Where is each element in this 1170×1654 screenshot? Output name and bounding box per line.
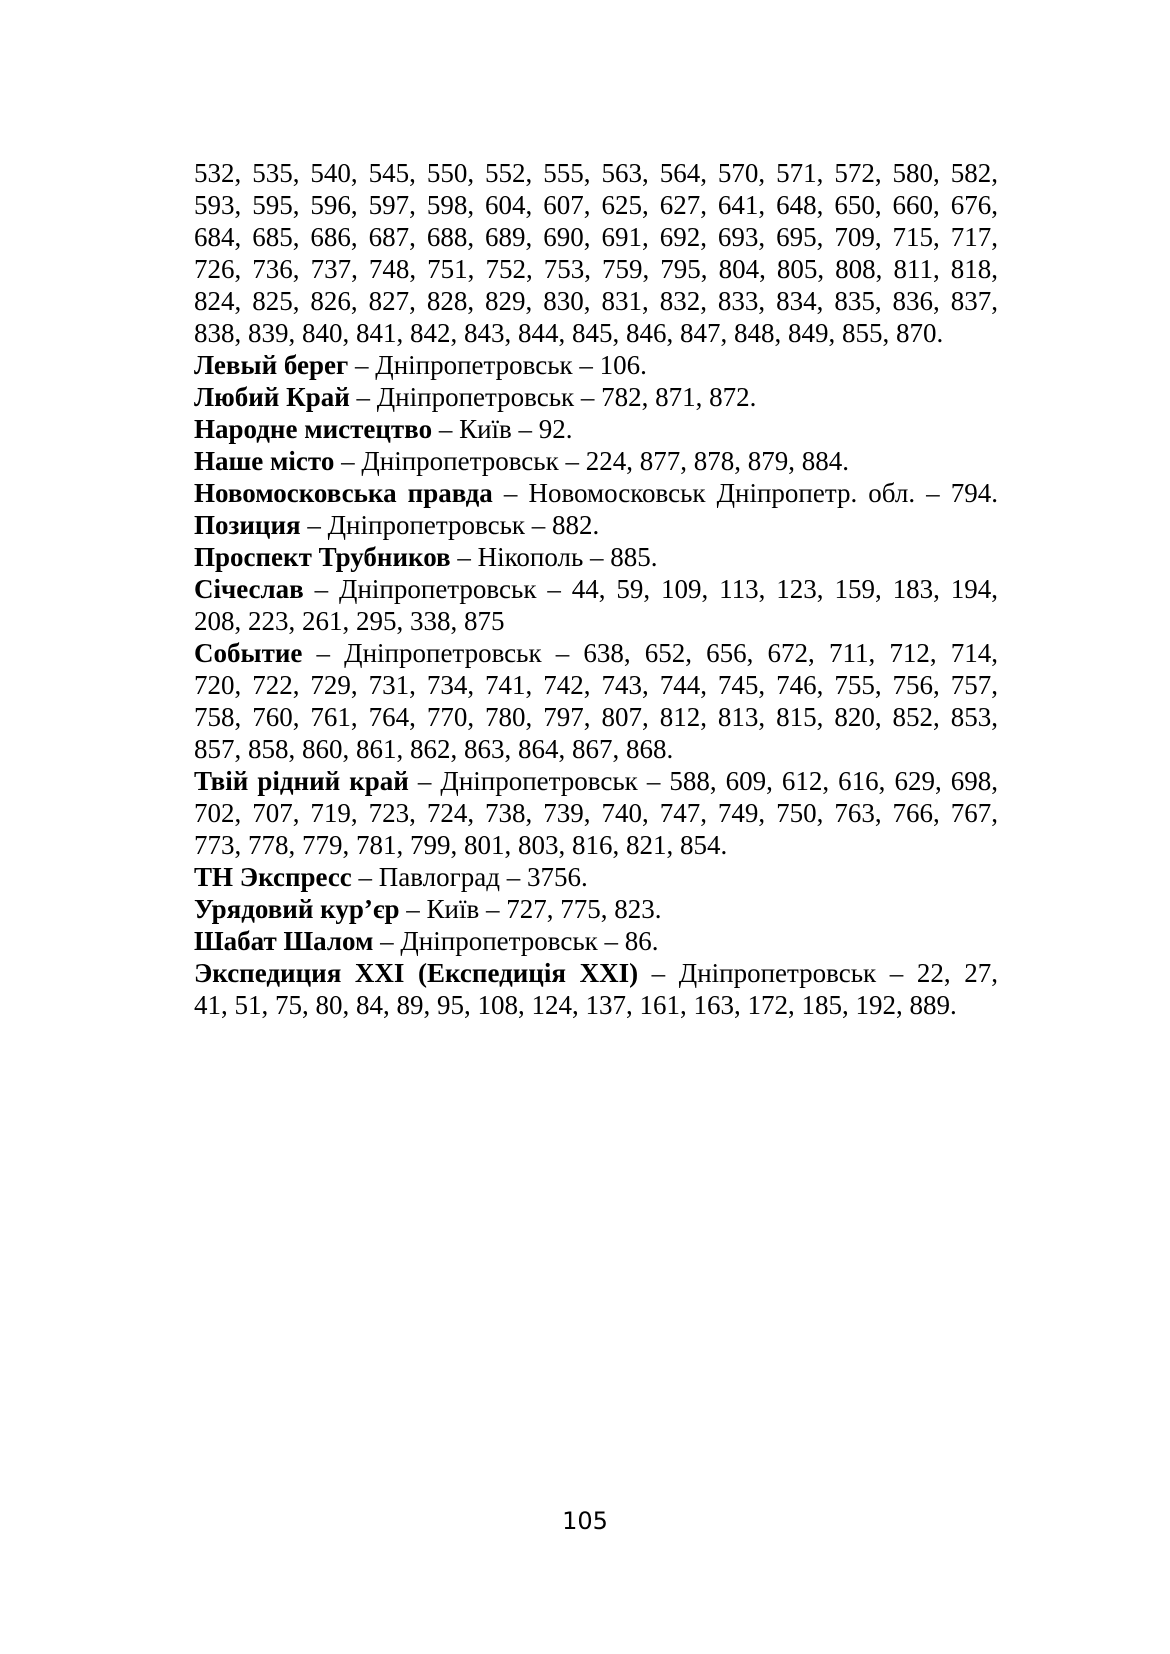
index-entry (194, 765, 998, 797)
entry-continuation: 702, 707, 719, 723, 724, 738, 739, 740, 747, 749, 750, 763, 766, 767, (194, 798, 998, 828)
index-text-block (194, 157, 998, 1021)
continuation-line: 532, 535, 540, 545, 550, 552, 555, 563, 564, 570, 571, 572, 580, 582, (194, 158, 998, 188)
entry-details: – Дніпропетровськ – 44, 59, 109, 113, 123, 159, 183, 194, (303, 574, 998, 604)
entry-details: – Нікополь – 885. (450, 542, 658, 572)
entry-details: – Новомосковськ Дніпропетр. обл. – 794. (492, 478, 999, 508)
entry-details: – Дніпропетровськ – 882. (300, 510, 600, 540)
entry-title: Экспедиция ХХІ (Експедиція ХХІ) (194, 958, 639, 988)
entry-continuation: 758, 760, 761, 764, 770, 780, 797, 807, 812, 813, 815, 820, 852, 853, (194, 702, 998, 732)
continuation-line: 838, 839, 840, 841, 842, 843, 844, 845, 846, 847, 848, 849, 855, 870. (194, 318, 944, 348)
entry-title: Любий Край (194, 382, 350, 412)
entry-title: Шабат Шалом (194, 926, 374, 956)
entry-details: – Київ – 727, 775, 823. (399, 894, 662, 924)
continuation-line: 593, 595, 596, 597, 598, 604, 607, 625, 627, 641, 648, 650, 660, 676, (194, 190, 998, 220)
entry-title: Новомосковська правда (194, 478, 493, 508)
entry-details: – Київ – 92. (432, 414, 573, 444)
entry-title: Твій рідний край (194, 766, 409, 796)
index-entry (194, 349, 998, 381)
entry-details: – Дніпропетровськ – 106. (348, 350, 647, 380)
continuation-line: 726, 736, 737, 748, 751, 752, 753, 759, 795, 804, 805, 808, 811, 818, (194, 254, 998, 284)
entry-details: – Дніпропетровськ – 22, 27, (638, 958, 998, 988)
continuation-line: 684, 685, 686, 687, 688, 689, 690, 691, 692, 693, 695, 709, 715, 717, (194, 222, 998, 252)
entry-title: Січеслав (194, 574, 304, 604)
entry-title: Левый берег (194, 350, 349, 380)
index-entry (194, 477, 998, 509)
index-entry (194, 925, 998, 957)
entry-details: – Дніпропетровськ – 588, 609, 612, 616, 629, 698, (408, 766, 998, 796)
entry-details: – Дніпропетровськ – 782, 871, 872. (349, 382, 757, 412)
index-entry (194, 541, 998, 573)
entry-continuation: 208, 223, 261, 295, 338, 875 (194, 606, 505, 636)
entry-continuation: 857, 858, 860, 861, 862, 863, 864, 867, 868. (194, 734, 674, 764)
entry-title: Проспект Трубников (194, 542, 451, 572)
entry-continuation: 773, 778, 779, 781, 799, 801, 803, 816, 821, 854. (194, 830, 728, 860)
page-number: 105 (562, 1507, 608, 1535)
entry-details: – Дніпропетровськ – 638, 652, 656, 672, 711, 712, 714, (302, 638, 998, 668)
index-entry (194, 445, 998, 477)
entry-title: Событие (194, 638, 303, 668)
continuation-line: 824, 825, 826, 827, 828, 829, 830, 831, 832, 833, 834, 835, 836, 837, (194, 286, 998, 316)
index-entry (194, 413, 998, 445)
entry-details: – Дніпропетровськ – 86. (373, 926, 659, 956)
entry-continuation: 41, 51, 75, 80, 84, 89, 95, 108, 124, 137, 161, 163, 172, 185, 192, 889. (194, 990, 957, 1020)
entry-title: Наше місто (194, 446, 335, 476)
entry-details: – Дніпропетровськ – 224, 877, 878, 879, 884. (334, 446, 849, 476)
entry-title: Урядовий кур’єр (194, 894, 400, 924)
index-entry (194, 893, 998, 925)
entry-details: – Павлоград – 3756. (351, 862, 588, 892)
index-entry (194, 509, 998, 541)
index-entry (194, 637, 998, 669)
index-entry (194, 381, 998, 413)
entry-title: Народне мистецтво (194, 414, 433, 444)
entry-title: ТН Экспресс (194, 862, 352, 892)
index-entry (194, 573, 998, 605)
entry-title: Позиция (194, 510, 301, 540)
index-entry (194, 861, 998, 893)
entry-continuation: 720, 722, 729, 731, 734, 741, 742, 743, 744, 745, 746, 755, 756, 757, (194, 670, 998, 700)
index-entry (194, 957, 998, 989)
